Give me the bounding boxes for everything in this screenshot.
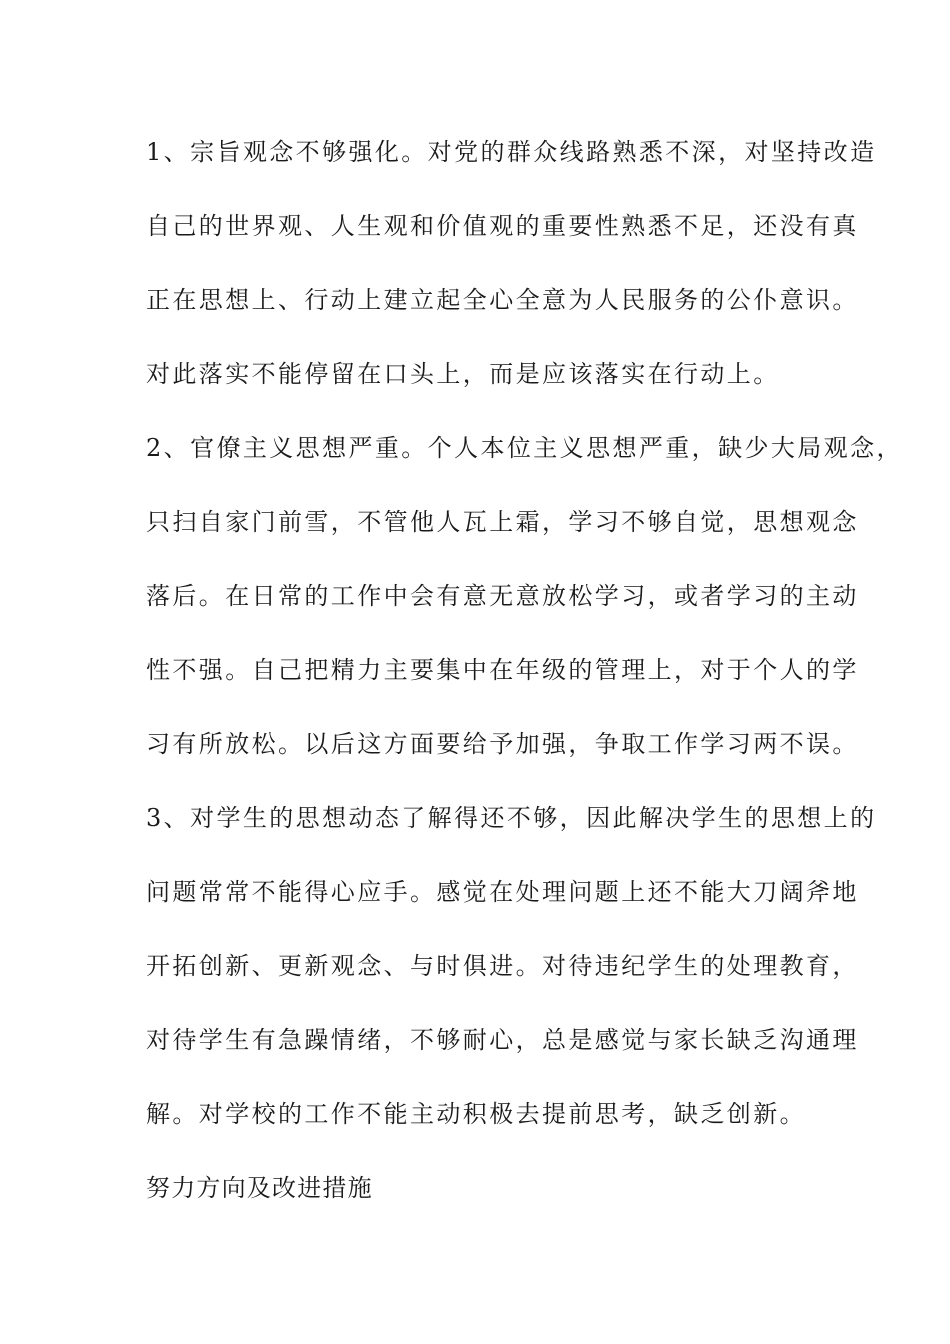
paragraph-2-line-5: 习有所放松。以后这方面要给予加强，争取工作学习两不误。 xyxy=(146,730,859,758)
paragraph-1-line-3: 正在思想上、行动上建立起全心全意为人民服务的公仆意识。 xyxy=(146,286,859,314)
paragraph-2-line-4: 性不强。自己把精力主要集中在年级的管理上，对于个人的学 xyxy=(146,656,859,684)
paragraph-3-line-3: 开拓创新、更新观念、与时俱进。对待违纪学生的处理教育， xyxy=(146,952,859,980)
paragraph-1-line-2: 自己的世界观、人生观和价值观的重要性熟悉不足，还没有真 xyxy=(146,212,859,240)
paragraph-2-line-1: 2、官僚主义思想严重。个人本位主义思想严重，缺少大局观念， xyxy=(146,434,903,462)
paragraph-3-line-4: 对待学生有急躁情绪，不够耐心，总是感觉与家长缺乏沟通理 xyxy=(146,1026,859,1054)
section-heading: 努力方向及改进措施 xyxy=(146,1174,373,1202)
paragraph-3-line-5: 解。对学校的工作不能主动积极去提前思考，缺乏创新。 xyxy=(146,1100,806,1128)
paragraph-1-line-1: 1、宗旨观念不够强化。对党的群众线路熟悉不深，对坚持改造 xyxy=(146,138,877,166)
paragraph-3-line-2: 问题常常不能得心应手。感觉在处理问题上还不能大刀阔斧地 xyxy=(146,878,859,906)
paragraph-3-line-1: 3、对学生的思想动态了解得还不够，因此解决学生的思想上的 xyxy=(146,804,877,832)
paragraph-2-line-3: 落后。在日常的工作中会有意无意放松学习，或者学习的主动 xyxy=(146,582,859,610)
paragraph-1-line-4: 对此落实不能停留在口头上，而是应该落实在行动上。 xyxy=(146,360,780,388)
paragraph-2-line-2: 只扫自家门前雪，不管他人瓦上霜，学习不够自觉，思想观念 xyxy=(146,508,859,536)
